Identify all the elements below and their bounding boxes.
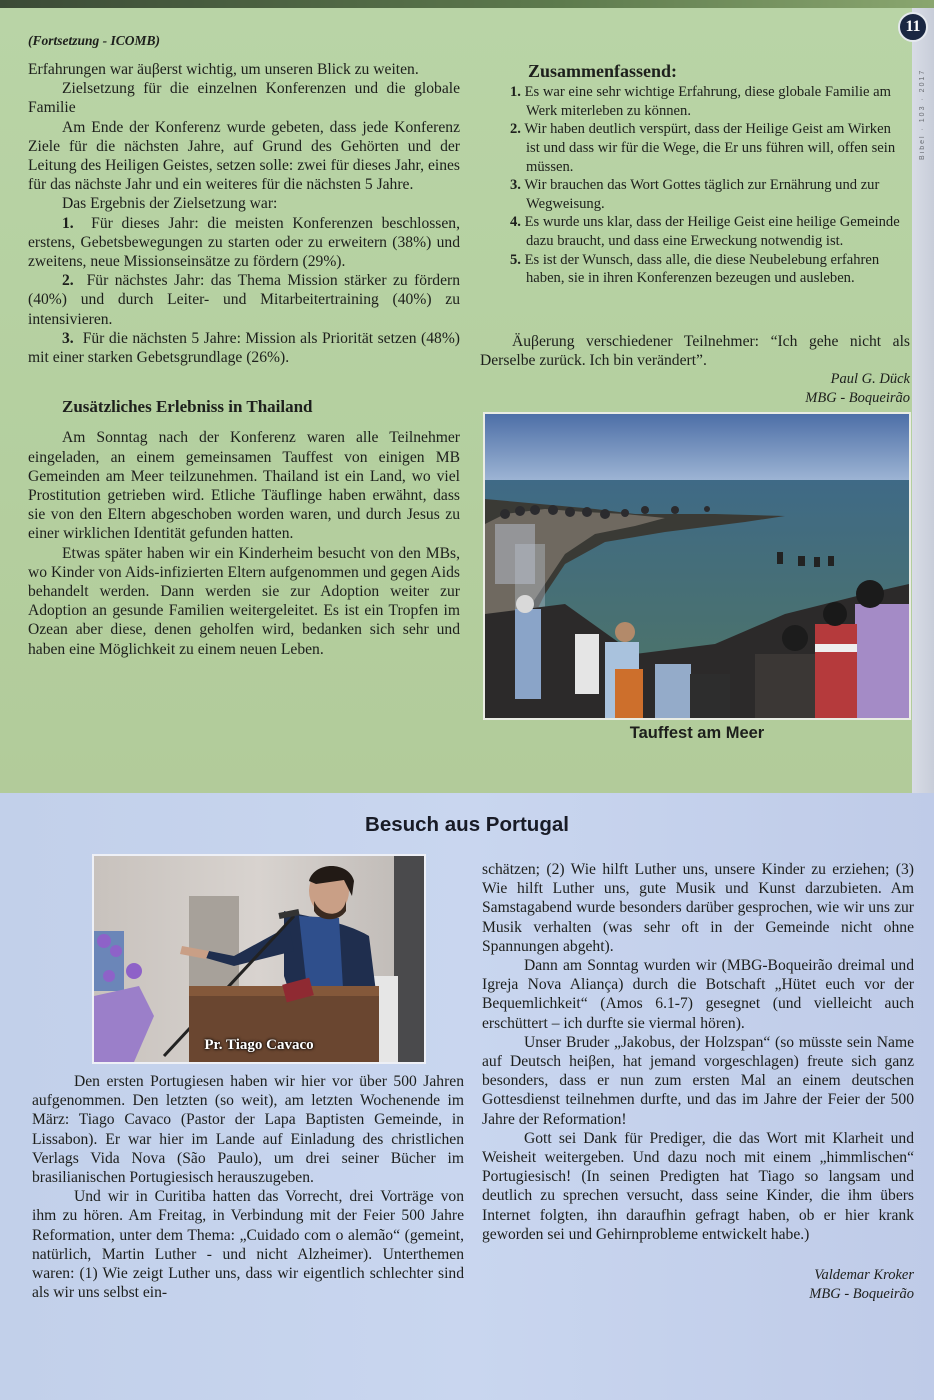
summary-number: 2. [510,121,521,138]
summary-list [510,83,906,288]
paragraph: Etwas später haben wir ein Kinderheim besucht von den MBs, wo Kinder von Aids-infizierten Eltern aufgenommen und gegen Aids behandelt werden. Dann werden sie zur Adoption weiter zur Adoption an gesunde Familien weitergeleitet. Es ist ein Tropfen im Ozean aber diese, denen geholfen wird, bedanken sich sehr und haben eine Möglichkeit zu einem neuen Leben. [28,544,460,658]
paragraph: Am Ende der Konferenz wurde gebeten, dass jede Konferenz Ziele für die nächsten Jahre, auf Grund des Gehörten und der Leitung des Heiligen Geistes, setzen solle: zwei für dieses Jahr, eines für das nächste Jahr und ein weiteres für die nächsten 5 Jahre. [28,118,460,194]
portugal-right-column [482,860,914,1303]
author-name: Valdemar Kroker [814,1267,914,1284]
result-number: 2. [62,272,74,290]
result-item [28,329,460,367]
paragraph: Dann am Sonntag wurden wir (MBG-Boqueirão dreimal und Igreja Nova Aliança) durch die Botschaft „Hütet euch vor der Bequemlichkeit“ (Amos 6.1-7) gesegnet (und vielleicht auch erschüttert – ich durfte sie viermal hören). [482,957,914,1032]
paragraph: Und wir in Curitiba hatten das Vorrecht, drei Vorträge von ihm zu hören. Am Freitag, in Verbindung mit der Feier 500 Jahre Reformation, unter dem Thema: „Cuidado com o alemão“ (gemeint, natürlich, Martin Luther - und nicht Alzheimer). Unterthemen waren: (1) Wie zeigt Luther uns, dass wir eigentlich schlechter sind als wir uns selbst ein- [32,1188,464,1302]
baptism-photo-caption: Tauffest am Meer [629,724,765,742]
summary-number: 4. [510,214,521,231]
result-text: Für die nächsten 5 Jahre: Mission als Priorität setzen (48%) mit einer starken Gebetsgrundlage (26%). [28,329,460,367]
pastor-photo-image [94,856,424,1062]
summary-number: 1. [510,84,521,101]
continuation-kicker: (Fortsetzung - ICOMB) [28,33,161,48]
summary-item [510,176,906,213]
summary-text: Es war eine sehr wichtige Erfahrung, diese globale Familie am Werk miterleben zu können. [524,84,891,119]
icomb-right-column [510,62,906,288]
summary-text: Es wurde uns klar, dass der Heilige Geist eine heilige Gemeinde dazu braucht, und dass eine Erweckung notwendig ist. [524,214,900,249]
summary-text: Wir brauchen das Wort Gottes täglich zur Ernährung und zur Wegweisung. [524,177,880,212]
edge-text: Bibel · 103 · 2017 [919,68,926,160]
author-church: MBG - Boqueirão [805,389,910,406]
baptism-photo-image [485,414,909,718]
result-text: Für dieses Jahr: die meisten Konferenzen beschlossen, erstens, Gebetsbewegungen zu starten oder zu erweitern (38%) und zweitens, neue Missionseinsätze zu fördern (29%). [28,214,460,271]
pastor-photo [92,854,426,1064]
summary-text: Wir haben deutlich verspürt, dass der Heilige Geist am Wirken ist und dass wir für die Wege, die Er uns führen will, offen sein müssen. [524,121,896,175]
summary-item [510,120,906,176]
result-item [28,271,460,329]
author-church: MBG - Boqueirão [809,1285,914,1302]
author-name: Paul G. Dück [830,371,910,388]
paragraph: Am Sonntag nach der Konferenz waren alle Teilnehmer eingeladen, an einem gemeinsamen Tauffest von einigen MB Gemeinden am Meer teilzunehmen. Thailand ist ein Land, wo viel Prostitution getrieben wird. Etliche Täuflinge haben erwähnt, dass sie von den Eltern abgeschoben worden waren, und durch Jesus zu einer wirklichen Identität gefunden hatten. [28,429,460,543]
top-edge-band [0,0,934,8]
result-text: Für nächstes Jahr: das Thema Mission stärker zu fördern (40%) und durch Leiter- und Mitarbeitertraining (40%) zu intensivieren. [28,272,461,328]
thailand-heading: Zusätzliches Erlebniss in Thailand [62,397,313,417]
summary-item [510,251,906,288]
summary-text: Es ist der Wunsch, dass alle, die diese Neubelebung erfahren haben, sie in ihren Konferenzen bezeugen und ausleben. [524,251,880,287]
baptism-photo [483,412,911,720]
paragraph: Zielsetzung für die einzelnen Konferenzen und die globale Familie [28,80,460,117]
paragraph: Gott sei Dank für Prediger, die das Wort mit Klarheit und Weisheit weitergeben. Und dazu noch mit einem „himmlischen“ Portugiesisch! (In seinen Predigten hat Tiago so langsam und deutlich zu sprechen versucht, dass seine Kinder, die ihm übers Internet folgten, ihn daraufhin gefragt haben, ob er hier krank geworden sei und Gehirnprobleme entwickelt habe.) [482,1129,914,1243]
result-number: 3. [62,329,74,347]
page-number-badge: 11 [898,12,928,42]
result-item [28,214,460,272]
summary-heading: Zusammenfassend: [528,61,678,81]
participant-quote: Äuβerung verschiedener Teilnehmer: “Ich gehe nicht als Derselbe zurück. Ich bin verändert”. [480,333,910,370]
summary-item [510,213,906,250]
paragraph: Erfahrungen war äuβerst wichtig, um unseren Blick zu weiten. [28,61,419,78]
summary-item [510,83,906,120]
summary-number: 5. [510,251,521,268]
summary-number: 3. [510,177,521,194]
paragraph: Unser Bruder „Jakobus, der Holzspan“ (so müsste sein Name auf Deutsch heiβen, hat jemand vorgeschlagen) freute sich ganz besonders, dass er nun zum ersten Mal an einem deutschen Gottesdienst teilnehmen durfte, und das im Jahre der Feier der 500 Jahre der Reformation! [482,1033,914,1128]
icomb-left-column [28,60,460,659]
pastor-photo-label: Pr. Tiago Cavaco [204,1037,314,1053]
paragraph: Das Ergebnis der Zielsetzung war: [62,195,278,213]
portugal-title: Besuch aus Portugal [365,813,569,836]
portugal-left-column [32,1072,464,1302]
paragraph: schätzen; (2) Wie hilft Luther uns, unsere Kinder zu erziehen; (3) Wie hilft Luther uns, gute Musik und Kunst darzubieten. Am Samstagabend wurde besonders darüber gesprochen, wie wir uns zur Musik verhalten (was sehr oft in der Gemeinde nicht ohne Spannungen abgeht). [482,861,914,955]
paragraph: Den ersten Portugiesen haben wir hier vor über 500 Jahren aufgenommen. Den letzten (so weit), am letzten Wochenende im März: Tiago Cavaco (Pastor der Lapa Baptisten Gemeinde, in Lissabon). Er war hier im Lande auf Einladung des christlichen Verlags Vida Nova (São Paulo), um drei seiner Bücher im brasilianischen Portugiesisch herauszugeben. [32,1073,464,1187]
result-number: 1. [62,214,74,232]
quote-block [480,332,910,407]
